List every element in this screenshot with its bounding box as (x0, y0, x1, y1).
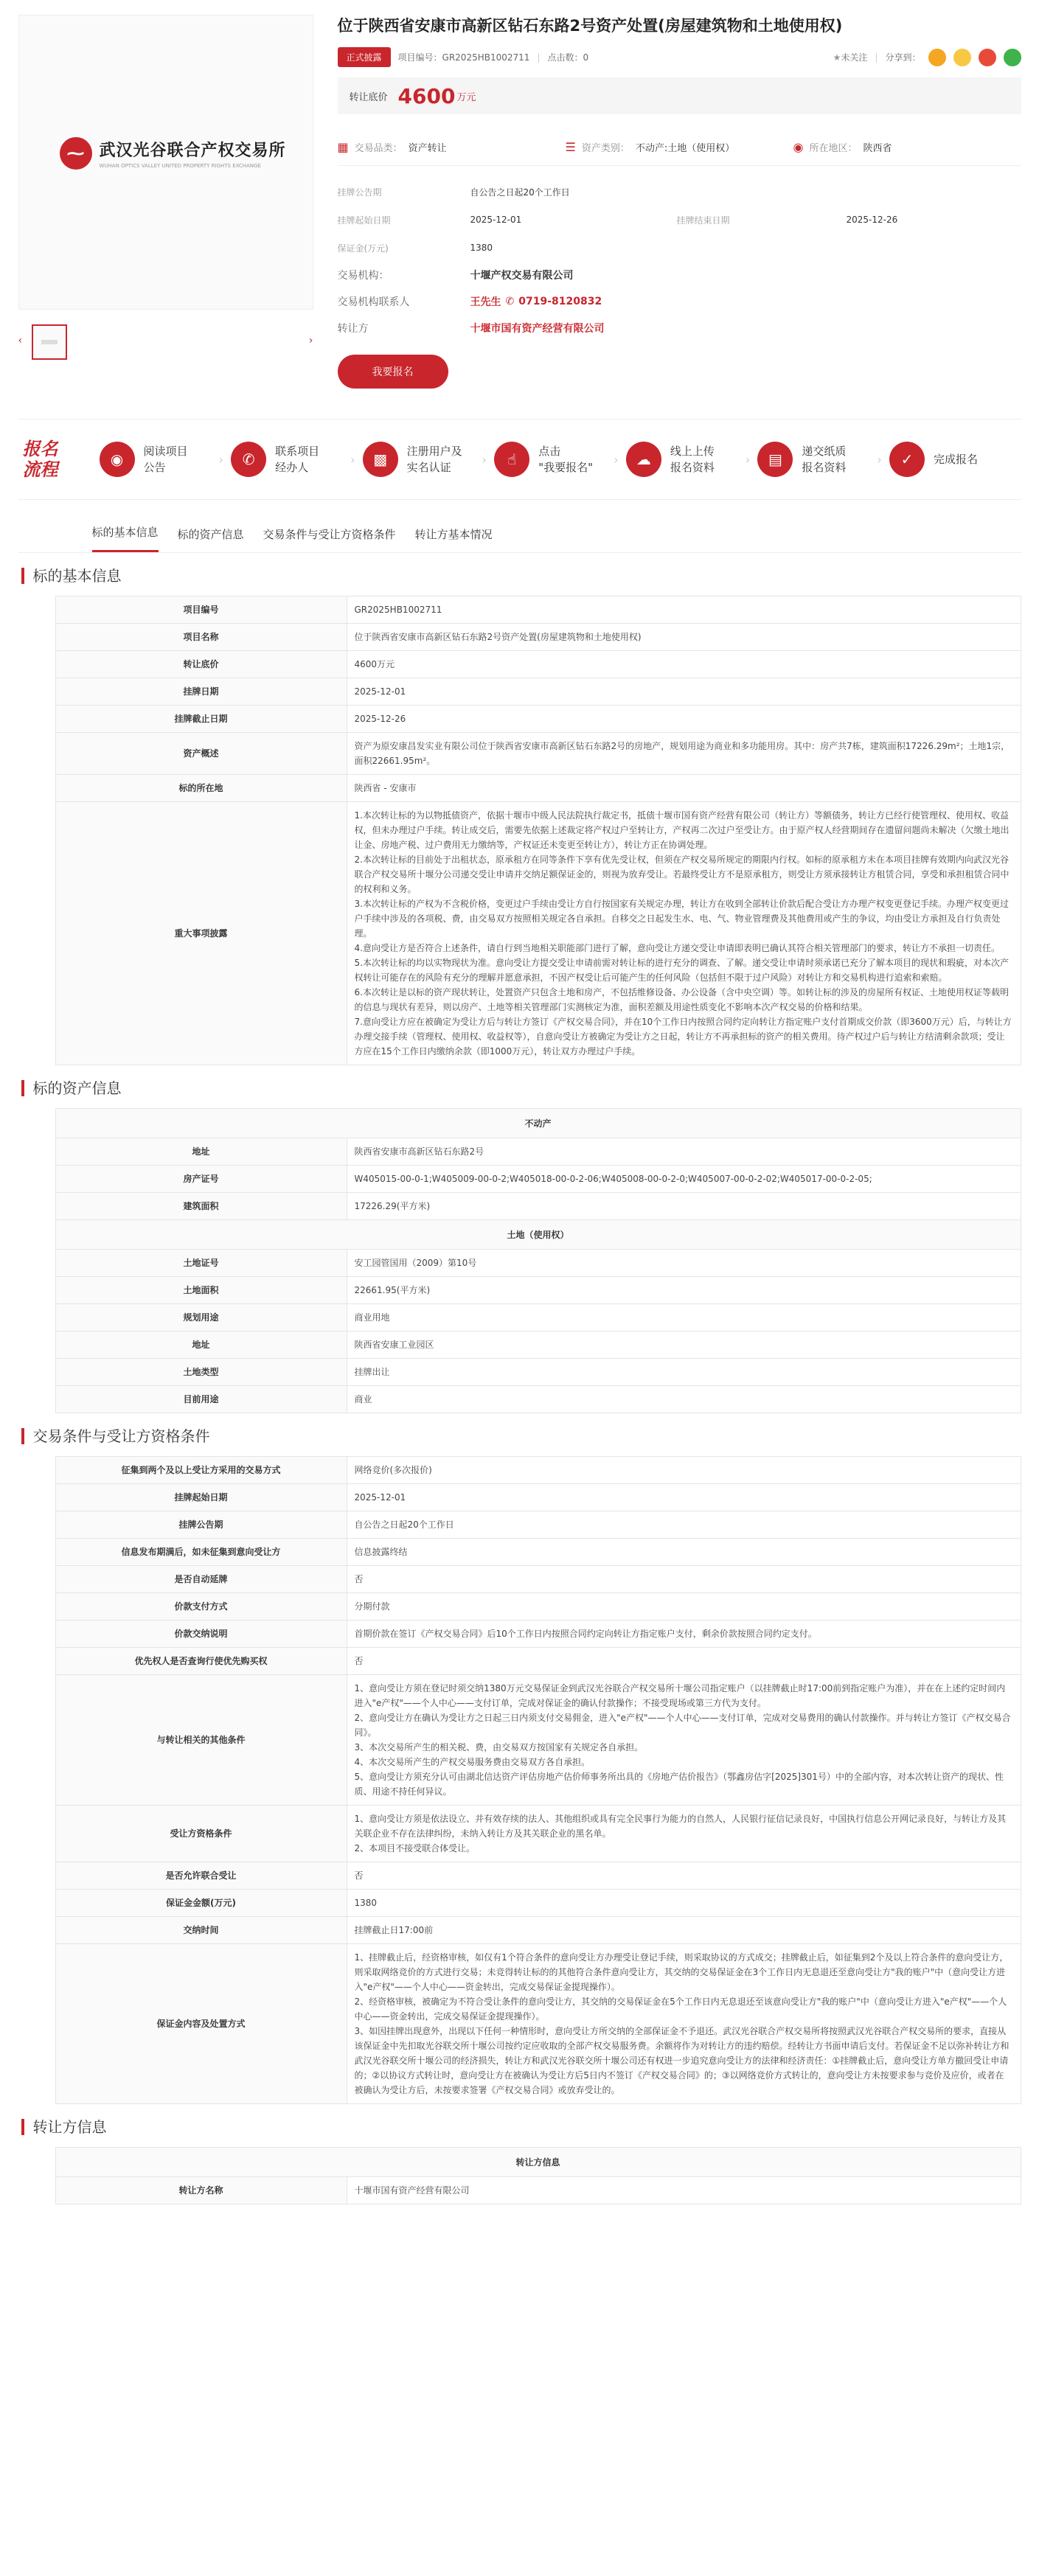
table-row: 与转让相关的其他条件 1、意向受让方须在登记时须交纳1380万元交易保证金到武汉光谷联合产权交易所十堰公司指定账户（以挂牌截止时17:00前到指定账户为准），并在在上述约定时间内进入"e产权"——个人中心——支付订单，完成对保证金的确认付款操作；不接受现场或第三方代为支付。 2、意向受让方在确认为受让方之日起三日内须支付交易佣金，进入"e产权"——个人中心——支付订单，完成对交易费用的确认付款操作。并与转让方签订《产权交易合同》。 3、本次交易所产生的相关税、费，由交易双方按国家有关规定各自承担。 4、本次交易所产生的产权交易服务费由交易双方各自承担。 5、意向受让方须充分认可由湖北信达资产评估房地产估价师事务所出具的《房地产估价报告》（鄂鑫房估字[2025]301号）中的全部内容，对本次转让资产的现状、性质、用途不持任何异议。 (55, 1675, 1021, 1806)
process-step: ☝ 点击 "我要报名" › (494, 442, 626, 477)
price-label: 转让底价 (349, 91, 388, 103)
section-title: 交易条件与受让方资格条件 (21, 1428, 1021, 1444)
attribute-bar (338, 129, 1021, 166)
arrow-icon: › (745, 452, 751, 467)
star-icon: ★ (833, 52, 841, 63)
table-group-row: 转让方信息 (55, 2148, 1021, 2177)
arrow-icon: › (877, 452, 882, 467)
logo-mark-icon: ⁓ (60, 137, 92, 170)
table-row: 建筑面积 17226.29(平方米) (55, 1193, 1021, 1220)
agency-value: 十堰产权交易有限公司 (470, 270, 574, 282)
announce-value: 自公告之日起20个工作日 (470, 187, 570, 198)
arrow-icon: › (350, 452, 355, 467)
logo-cn-text: 武汉光谷联合产权交易所 (99, 142, 286, 160)
table-row: 是否允许联合受让 否 (55, 1862, 1021, 1890)
table-row: 信息发布期满后，如未征集到意向受让方 信息披露终结 (55, 1539, 1021, 1566)
detail-tabs (18, 507, 1021, 553)
table-row: 标的所在地 陕西省 - 安康市 (55, 775, 1021, 802)
table-row: 价款支付方式 分期付款 (55, 1593, 1021, 1621)
table-row: 保证金内容及处置方式 1、挂牌截止后，经资格审核，如仅有1个符合条件的意向受让方办理受让登记手续，则采取协议的方式成交；挂牌截止后，如征集到2个及以上符合条件的意向受让方，则采取网络竞价的方式进行交易；未竞得转让标的的其他符合条件意向受让方，其交纳的交易保证金在3个工作日内无息退还至意向受让方"我的账户"中（意向受让方进入"e产权"——个人中心——资金转出，完成交易保证金提现操作）。 2、经资格审核，被确定为不符合受让条件的意向受让方，其交纳的交易保证金在5个工作日内无息退还至该意向受让方"我的账户"中（意向受让方进入"e产权"——个人中心——资金转出，完成交易保证金提现操作）。 3、如因挂牌出现意外，出现以下任何一种情形时，意向受让方所交纳的全部保证金不予退还。武汉光谷联合产权交易所将按照武汉光谷联合产权交易所的要求，直接从该保证金中先扣取光谷联交所十堰公司按约定应收取的全部产权交易服务费。余额将作为对转让方的违约赔偿。经转让方书面申请后支付。若保证金不足以弥补转让方和武汉光谷联交所十堰公司的经济损失，转让方和武汉光谷联交所十堰公司还有权进一步追究意向受让方的法律和经济责任：①挂牌截止后，意向受让方单方撤回受让申请的；②以协议方式转让时，意向受让方在被确认为受让方后5日内不签订《产权交易合同》的；③以网络竞价方式转让的，意向受让方未按要求参与竞价及应价，或者在被确认为受让方后，未按要求签署《产权交易合同》或放弃受让的。 (55, 1944, 1021, 2104)
arrow-icon: › (614, 452, 619, 467)
table-row: 项目编号 GR2025HB1002711 (55, 596, 1021, 624)
phone-icon: ✆ (505, 296, 515, 307)
section-title: 转让方信息 (21, 2119, 1021, 2135)
arrow-icon: › (482, 452, 487, 467)
table-row: 地址 陕西省安康市高新区钻石东路2号 (55, 1138, 1021, 1166)
info-rows (338, 178, 1021, 262)
project-title: 位于陕西省安康市高新区钻石东路2号资产处置(房屋建筑物和土地使用权) (337, 17, 843, 35)
process-step: ◉ 阅读项目 公告 › (100, 442, 232, 477)
table-row: 转让方名称 十堰市国有资产经营有限公司 (55, 2177, 1021, 2204)
clicks-count: 0 (583, 52, 589, 63)
section-title: 标的基本信息 (21, 568, 1021, 584)
grid-icon: ▦ (337, 140, 349, 154)
project-info (338, 15, 1021, 389)
thumb-next-icon[interactable]: › (308, 335, 313, 347)
process-title: 报名 流程 (22, 439, 58, 480)
table-row: 价款交纳说明 首期价款在签订《产权交易合同》后10个工作日内按照合同约定向转让方指定账户支付，剩余价款按照合同约定支付。 (55, 1621, 1021, 1648)
tab-asset-info[interactable]: 标的资产信息 (177, 528, 244, 541)
contact-name: 王先生 (470, 296, 501, 308)
end-value: 2025-12-26 (846, 215, 898, 225)
share-wechat-icon[interactable] (1004, 49, 1021, 66)
table-row: 挂牌日期 2025-12-01 (55, 678, 1021, 706)
table-group-row: 土地（使用权） (55, 1220, 1021, 1250)
asset-info-table (55, 1108, 1021, 1413)
eye-icon: ◉ (100, 442, 135, 477)
attr-asset-type: ☰ 资产类别： 不动产:土地（使用权） (565, 140, 735, 154)
table-row: 资产概述 资产为原安康昌发实业有限公司位于陕西省安康市高新区钻石东路2号的房地产，规划用途为商业和多功能用房。其中：房产共7栋，建筑面积17226.29m²；土地1宗，面积22661.95m²。 (55, 733, 1021, 775)
seller-value: 十堰市国有资产经营有限公司 (470, 323, 605, 335)
price-value: 4600 (397, 83, 456, 108)
announce-label: 挂牌公告期 (337, 187, 382, 198)
process-step: ▤ 递交纸质 报名资料 › (757, 442, 889, 477)
project-no: GR2025HB1002711 (442, 52, 530, 63)
price-unit: 万元 (456, 91, 476, 103)
table-row: 土地类型 挂牌出让 (55, 1359, 1021, 1386)
follow-label: 未关注 (841, 52, 868, 63)
main-image (18, 15, 313, 310)
deposit-value: 1380 (470, 243, 493, 253)
table-row: 优先权人是否查询行使优先购买权 否 (55, 1648, 1021, 1675)
end-label: 挂牌结束日期 (676, 215, 730, 226)
hand-click-icon: ☝ (494, 442, 529, 477)
table-row: 目前用途 商业 (55, 1386, 1021, 1413)
logo-en-text: WUHAN OPTICS VALLEY UNITED PROPERTY RIGHTS EXCHANGE (99, 163, 261, 169)
table-row: 征集到两个及以上受让方采用的交易方式 网络竞价(多次报价) (55, 1457, 1021, 1484)
table-row: 挂牌截止日期 2025-12-26 (55, 706, 1021, 733)
table-row: 保证金金额(万元) 1380 (55, 1890, 1021, 1917)
attr-region: ◉ 所在地区： 陕西省 (793, 140, 892, 154)
share-qzone-icon[interactable] (928, 49, 946, 66)
section-basic-info (18, 568, 1021, 1065)
pin-icon: ◉ (793, 140, 804, 154)
table-row: 交纳时间 挂牌截止日17:00前 (55, 1917, 1021, 1944)
thumb-prev-icon[interactable]: ‹ (18, 335, 23, 347)
contact-label: 交易机构联系人 (337, 296, 410, 308)
basic-info-table (55, 596, 1021, 1065)
process-step: ☁ 线上上传 报名资料 › (626, 442, 758, 477)
table-row: 项目名称 位于陕西省安康市高新区钻石东路2号资产处置(房屋建筑物和土地使用权) (55, 624, 1021, 651)
process-steps (100, 442, 1021, 477)
start-value: 2025-12-01 (470, 215, 522, 225)
start-label: 挂牌起始日期 (337, 215, 391, 226)
process-step: ✓ 完成报名 (889, 442, 1021, 477)
share-weibo-icon[interactable] (979, 49, 996, 66)
section-title: 标的资产信息 (21, 1080, 1021, 1096)
section-trade-conditions (18, 1428, 1021, 2104)
follow-button[interactable] (833, 51, 868, 63)
id-card-icon: ▩ (363, 442, 398, 477)
clicks-label: 点击数： (547, 52, 583, 63)
table-row: 房产证号 W405015-00-0-1;W405009-00-0-2;W405018-00-0-2-06;W405008-00-0-2-0;W405007-00-0-2-02;W405017-00-0-2-05; (55, 1166, 1021, 1193)
status-badge: 正式披露 (338, 47, 391, 67)
arrow-icon: › (218, 452, 223, 467)
table-row: 挂牌公告期 自公告之日起20个工作日 (55, 1511, 1021, 1539)
tab-basic-info[interactable]: 标的基本信息 (92, 524, 159, 552)
table-row: 是否自动延牌 否 (55, 1566, 1021, 1593)
table-group-row: 不动产 (55, 1109, 1021, 1138)
project-no-label: 项目编号： (397, 52, 442, 63)
seller-info-table (55, 2147, 1021, 2204)
tab-seller-info[interactable]: 转让方基本情况 (414, 528, 493, 541)
table-row: 挂牌起始日期 2025-12-01 (55, 1484, 1021, 1511)
phone-icon: ✆ (231, 442, 266, 477)
exchange-logo (60, 137, 286, 170)
project-header (18, 0, 1021, 419)
cloud-upload-icon: ☁ (626, 442, 661, 477)
process-step: ▩ 注册用户及 实名认证 › (363, 442, 495, 477)
thumbnail-strip (18, 324, 313, 361)
table-row: 受让方资格条件 1、意向受让方须是依法设立、并有效存续的法人、其他组织或具有完全民事行为能力的自然人，人民银行征信记录良好，中国执行信息公开网记录良好，与转让方及其关联企业不存在法律纠纷，未纳入转让方及其关联企业的黑名单。 2、本项目不接受联合体受让。 (55, 1806, 1021, 1862)
table-row: 土地面积 22661.95(平方米) (55, 1277, 1021, 1304)
section-seller-info (18, 2119, 1021, 2204)
document-icon: ▤ (757, 442, 793, 477)
thumbnail[interactable] (32, 324, 67, 360)
price-bar (338, 77, 1021, 114)
share-qq-icon[interactable] (953, 49, 971, 66)
registration-process (18, 419, 1021, 500)
process-step: ✆ 联系项目 经办人 › (231, 442, 363, 477)
check-icon: ✓ (889, 442, 925, 477)
attr-category: ▦ 交易品类： 资产转让 (337, 140, 447, 154)
table-row: 地址 陕西省安康工业园区 (55, 1331, 1021, 1359)
project-meta: 正式披露 项目编号：GR2025HB1002711 | 点击数：0 ★未关注 | 分享到： (338, 47, 1021, 67)
contact-phone: 0719-8120832 (518, 296, 602, 307)
tab-trade-conditions[interactable]: 交易条件与受让方资格条件 (263, 528, 396, 541)
table-row: 规划用途 商业用地 (55, 1304, 1021, 1331)
seller-label: 转让方 (337, 323, 369, 335)
table-row: 重大事项披露 1.本次转让标的为以物抵债资产，依据十堰市中级人民法院执行裁定书，抵债十堰市国有资产经营有限公司（转让方）等额债务，转让方已经行使管理权、使用权、收益权，但未办理过户手续。转让成交后，需要先依据上述裁定将产权过户至转让方，产权再二次过户至受让方。由于原产权人经营期间存在遗留问题尚未解决（欠缴土地出让金、房地产税、过户费用无力缴纳等，产权证还未变更至转让方），转让方正在协调处理。 2.本次转让标的目前处于出租状态，原承租方在同等条件下享有优先受让权，但须在产权交易所规定的期限内行权。如标的原承租方未在本项目挂牌有效期内向武汉光谷联合产权交易所十堰分公司递交受让申请并交纳足额保证金的，则视为放弃受让。若最终受让方不是原承租方，则受让方须承接转让方租赁合同，享受和承担租赁合同中的权利和义务。 3.本次转让标的产权为不含税价格，变更过户手续由受让方自行按国家有关规定办理，转让方在收到全部转让价款后配合受让方办理产权变更登记手续。办理产权变更过户手续中涉及的各项税、费，由交易双方按照相关规定各自承担。自移交之日起发生水、电、气、物业管理费及其他费用或产生的争议，均由受让方承担及自行负责处理。 4.意向受让方是否符合上述条件，请自行到当地相关职能部门进行了解，意向受让方递交受让申请即表明已确认其符合相关管理部门的要求，转让方不承担一切责任。 5.本次转让标的均以实物现状为准。意向受让方提交受让申请前需对转让标的进行充分的调查、了解。递交受让申请时须承诺已充分了解本项目的现状和瑕疵，对本次产权转让可能存在的风险有充分的理解并愿意承担，不因产权受让后可能产生的任何风险（包括但不限于过户风险）对转让方和交易机构进行追索和索赔。 6.本次转让是以标的资产现状转让，处置资产只包含土地和房产，不包括维修设备、办公设备（含中央空调）等。如转让标的涉及的房屋所有权证、土地使用权证等载明的信息与现状有差异，则以房产、土地等相关管理部门实测核定为准，面积差额及用途性质变化不影响本次产权交易的价格和结果。 7.意向受让方应在被确定为受让方后与转让方签订《产权交易合同》，并在10个工作日内按照合同约定向转让方指定账户支付首期成交价款（即3600万元）后，与转让方办理交接手续（管理权、使用权、收益权等），自意向受让方被确定为受让方之日起，转让方不再承担标的资产的相关费用。待产权过户后与转让方结清剩余款项；受让方应在15个工作日内缴纳余款（即1000万元），转让双方办理过户手续。 (55, 802, 1021, 1065)
section-asset-info (18, 1080, 1021, 1413)
table-row: 转让底价 4600万元 (55, 651, 1021, 678)
share-label: 分享到： (885, 52, 921, 63)
trade-conditions-table (55, 1456, 1021, 2104)
layers-icon: ☰ (565, 140, 576, 154)
table-row: 土地证号 安工园管国用（2009）第10号 (55, 1250, 1021, 1277)
deposit-label: 保证金(万元) (337, 243, 389, 254)
agency-label: 交易机构： (337, 270, 389, 282)
apply-button[interactable]: 我要报名 (338, 355, 448, 389)
